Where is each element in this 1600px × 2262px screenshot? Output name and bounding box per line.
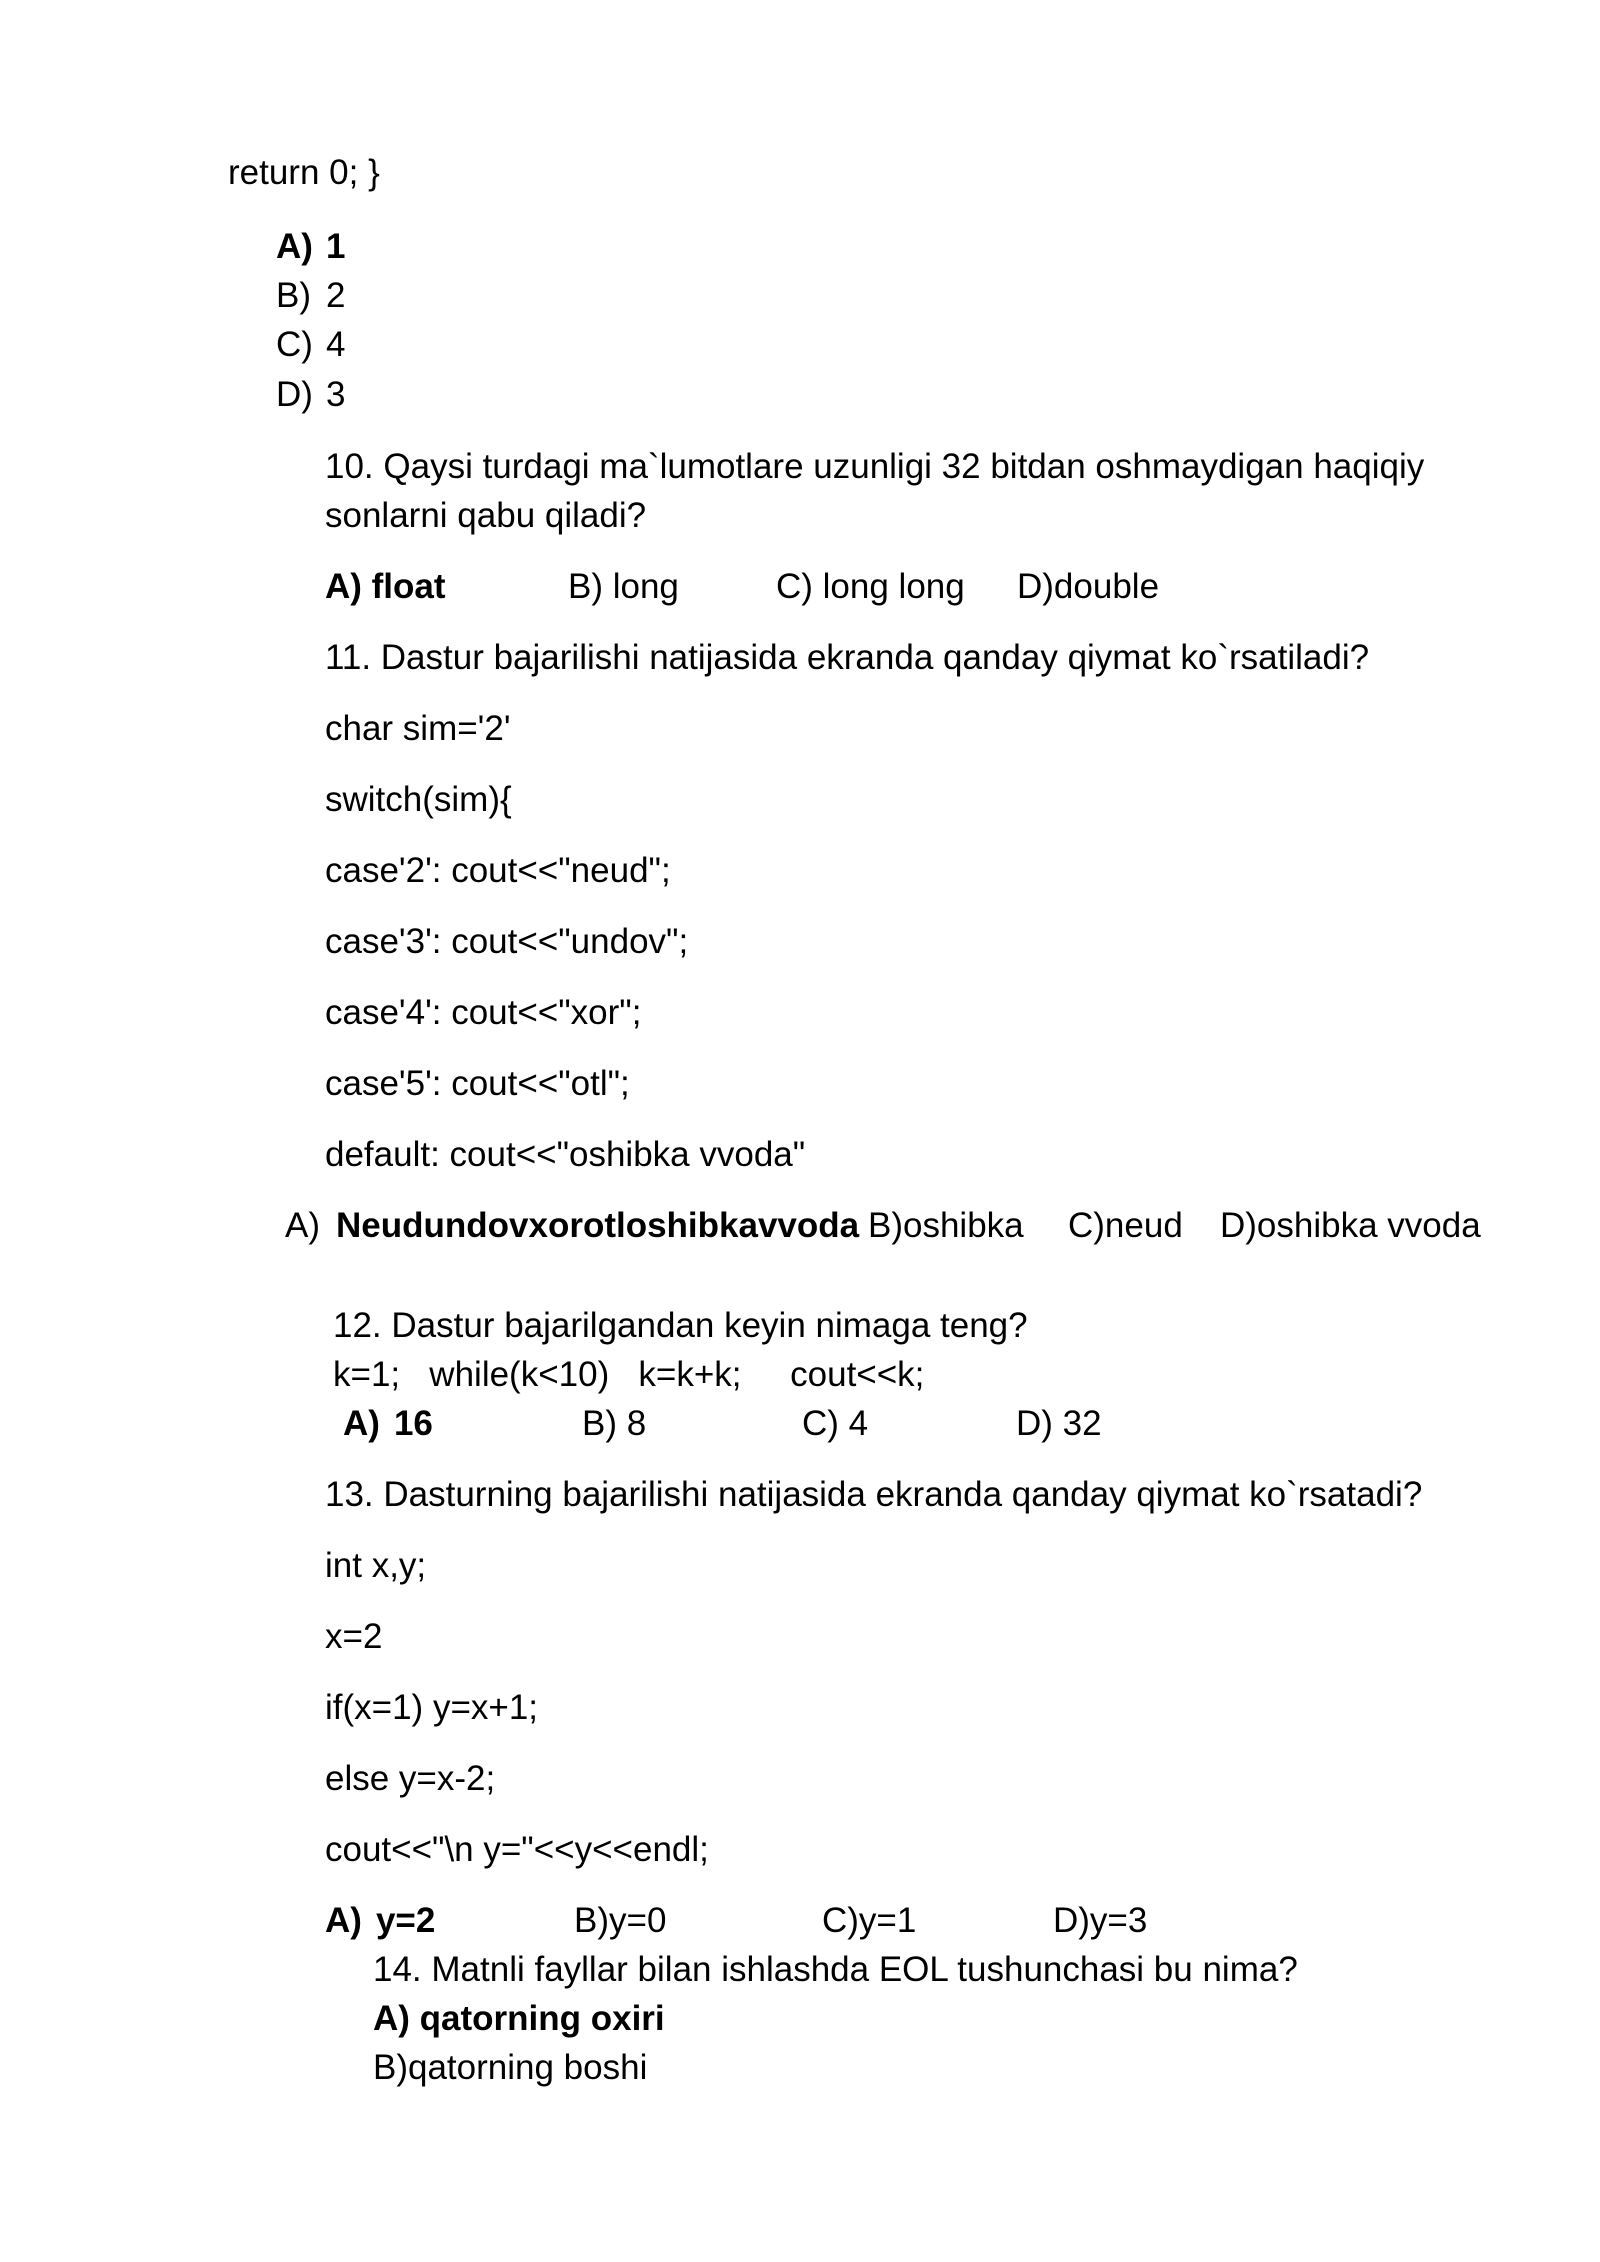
- option-d: D) 32: [1016, 1404, 1102, 1443]
- code-line: case'2': cout<<"neud";: [325, 851, 671, 890]
- option-a: [285, 1205, 859, 1247]
- option-b: [276, 275, 345, 317]
- option-text: y=2: [375, 1901, 436, 1940]
- code-line: k=1; while(k<10) k=k+k; cout<<k;: [333, 1355, 925, 1394]
- option-a: [276, 226, 345, 268]
- option-text: 2: [326, 276, 346, 315]
- question-11-text: 11. Dastur bajarilishi natijasida ekranda qanday qiymat ko`rsatiladi?: [325, 638, 1370, 677]
- code-line: default: cout<<"oshibka vvoda": [325, 1135, 806, 1174]
- option-d: [276, 374, 345, 416]
- option-b: B) long: [568, 567, 679, 606]
- code-line: else y=x-2;: [325, 1759, 496, 1798]
- option-letter: C): [276, 325, 313, 364]
- option-d: D)oshibka vvoda: [1220, 1206, 1481, 1245]
- option-c: C)y=1: [822, 1901, 917, 1940]
- code-line: char sim='2': [325, 709, 511, 748]
- code-line: case'3': cout<<"undov";: [325, 922, 689, 961]
- option-b: B) 8: [582, 1404, 647, 1443]
- option-c: [276, 324, 345, 366]
- question-12-text: 12. Dastur bajarilgandan keyin nimaga teng?: [333, 1306, 1028, 1345]
- option-letter: A): [276, 227, 313, 266]
- option-text: 16: [393, 1404, 433, 1443]
- option-text: 4: [326, 325, 346, 364]
- option-a: A) float: [325, 567, 446, 606]
- option-c: C) 4: [802, 1404, 869, 1443]
- option-letter: A): [343, 1404, 380, 1443]
- option-letter: D): [276, 375, 313, 414]
- option-c: C) long long: [776, 567, 965, 606]
- option-b: B)y=0: [574, 1901, 667, 1940]
- option-text: 1: [326, 227, 346, 266]
- question-10-text-cont: sonlarni qabu qiladi?: [325, 496, 647, 535]
- option-text: Neudundovxorotloshibkavvoda: [336, 1206, 860, 1245]
- code-line: x=2: [325, 1617, 383, 1656]
- option-a: A) qatorning oxiri: [373, 1999, 665, 2038]
- option-a: [343, 1403, 433, 1445]
- code-line: case'5': cout<<"otl";: [325, 1064, 630, 1103]
- question-14-text: 14. Matnli fayllar bilan ishlashda EOL tushunchasi bu nima?: [373, 1950, 1298, 1989]
- option-letter: A): [285, 1206, 320, 1245]
- code-line: if(x=1) y=x+1;: [325, 1688, 539, 1727]
- option-d: D)double: [1017, 567, 1160, 606]
- code-line: return 0; }: [228, 153, 380, 192]
- code-line: cout<<"\n y="<<y<<endl;: [325, 1830, 709, 1869]
- code-line: case'4': cout<<"xor";: [325, 993, 642, 1032]
- option-b: B)oshibka: [868, 1206, 1024, 1245]
- option-d: D)y=3: [1053, 1901, 1148, 1940]
- question-13-text: 13. Dasturning bajarilishi natijasida ekranda qanday qiymat ko`rsatadi?: [325, 1475, 1423, 1514]
- code-line: int x,y;: [325, 1546, 427, 1585]
- option-letter: A): [325, 1901, 362, 1940]
- option-b: B)qatorning boshi: [373, 2048, 648, 2087]
- option-letter: B): [276, 276, 311, 315]
- code-line: switch(sim){: [325, 780, 512, 819]
- question-10-text: 10. Qaysi turdagi ma`lumotlare uzunligi 32 bitdan oshmaydigan haqiqiy: [325, 447, 1425, 486]
- option-c: C)neud: [1068, 1206, 1183, 1245]
- option-a: [325, 1900, 435, 1942]
- option-text: 3: [326, 375, 346, 414]
